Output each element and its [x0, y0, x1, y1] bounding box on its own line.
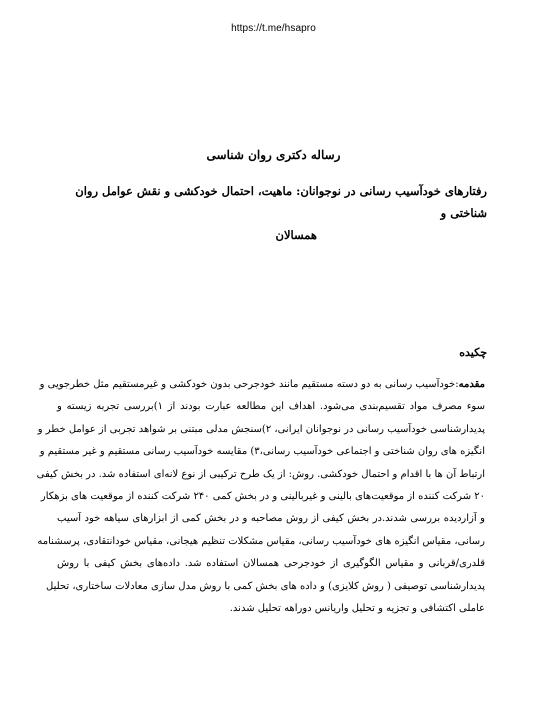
abstract-line: ۲۰ شرکت کننده از موقعیت‌های بالینی و غیربالینی و در بخش کمی ۲۴۰ شرکت کننده از موقعیت های بزهکار	[40, 491, 485, 503]
abstract-line: مقدمه:خودآسیب رسانی به دو دسته مستقیم مانند خودجرحی بدون خودکشی و غیرمستقیم مثل خطرجویی و	[39, 379, 485, 390]
abstract-line: پدیدارشناسی توصیفی ( روش کلایزی) و داده های بخش کمی با روش مدل سازی معادلات ساختاری، تحلیل	[46, 580, 485, 592]
document-title: رساله دکتری روان شناسی	[206, 148, 341, 162]
document-subtitle	[47, 180, 487, 246]
abstract-line: رسانی، مقیاس انگیزه های خودآسیب رسانی، مقیاس مشکلات تنظیم هیجانی، مقیاس خودانتقادی، پرسشنامه	[37, 535, 485, 547]
abstract-line: و آزاردیده بررسی شدند.در بخش کیفی از روش مصاحبه و در بخش کمی از ابزارهای سیاهه خود آسیب	[57, 513, 485, 525]
header-url: https://t.me/hsapro	[231, 23, 316, 34]
abstract-line: پدیدارشناسی خودآسیب رسانی در نوجوانان ایرانی، ۲)سنجش مدلی مبتنی بر شواهد تجربی از عوامل خطر و	[37, 423, 485, 435]
abstract-lead: مقدمه	[458, 379, 485, 390]
abstract-line: قلدری/قربانی و مقیاس الگوگیری از خودجرحی همسالان استفاده شد. داده‌های بخش کیفی با روش	[57, 558, 485, 570]
subtitle-line-1: رفتارهای خودآسیب رسانی در نوجوانان: ماهیت، احتمال خودکشی و نقش عوامل روان شناختی و	[75, 184, 487, 220]
abstract-body	[36, 374, 485, 620]
abstract-line: انگیزه های روان شناختی و اجتماعی خودآسیب رسانی،۳) مقایسه خودآسیب رسانی مستقیم و غیر مستقیم و	[39, 446, 485, 458]
abstract-line: عاملی اکتشافی و تجزیه و تحلیل واریانس دوراهه تحلیل شدند.	[229, 603, 485, 615]
abstract-line: ارتباط آن ها با اقدام و احتمال خودکشی. روش: از یک طرح ترکیبی از نوع لانه‌ای استفاده شد. در بخش کیفی	[36, 468, 485, 480]
subtitle-line-2: همسالان	[275, 228, 317, 242]
abstract-line: سوء مصرف مواد تقسیم‌بندی می‌شود. اهداف این مطالعه عبارت بودند از ۱)بررسی تجربه زیسته و	[57, 401, 485, 413]
abstract-heading: چکیده	[459, 346, 487, 359]
